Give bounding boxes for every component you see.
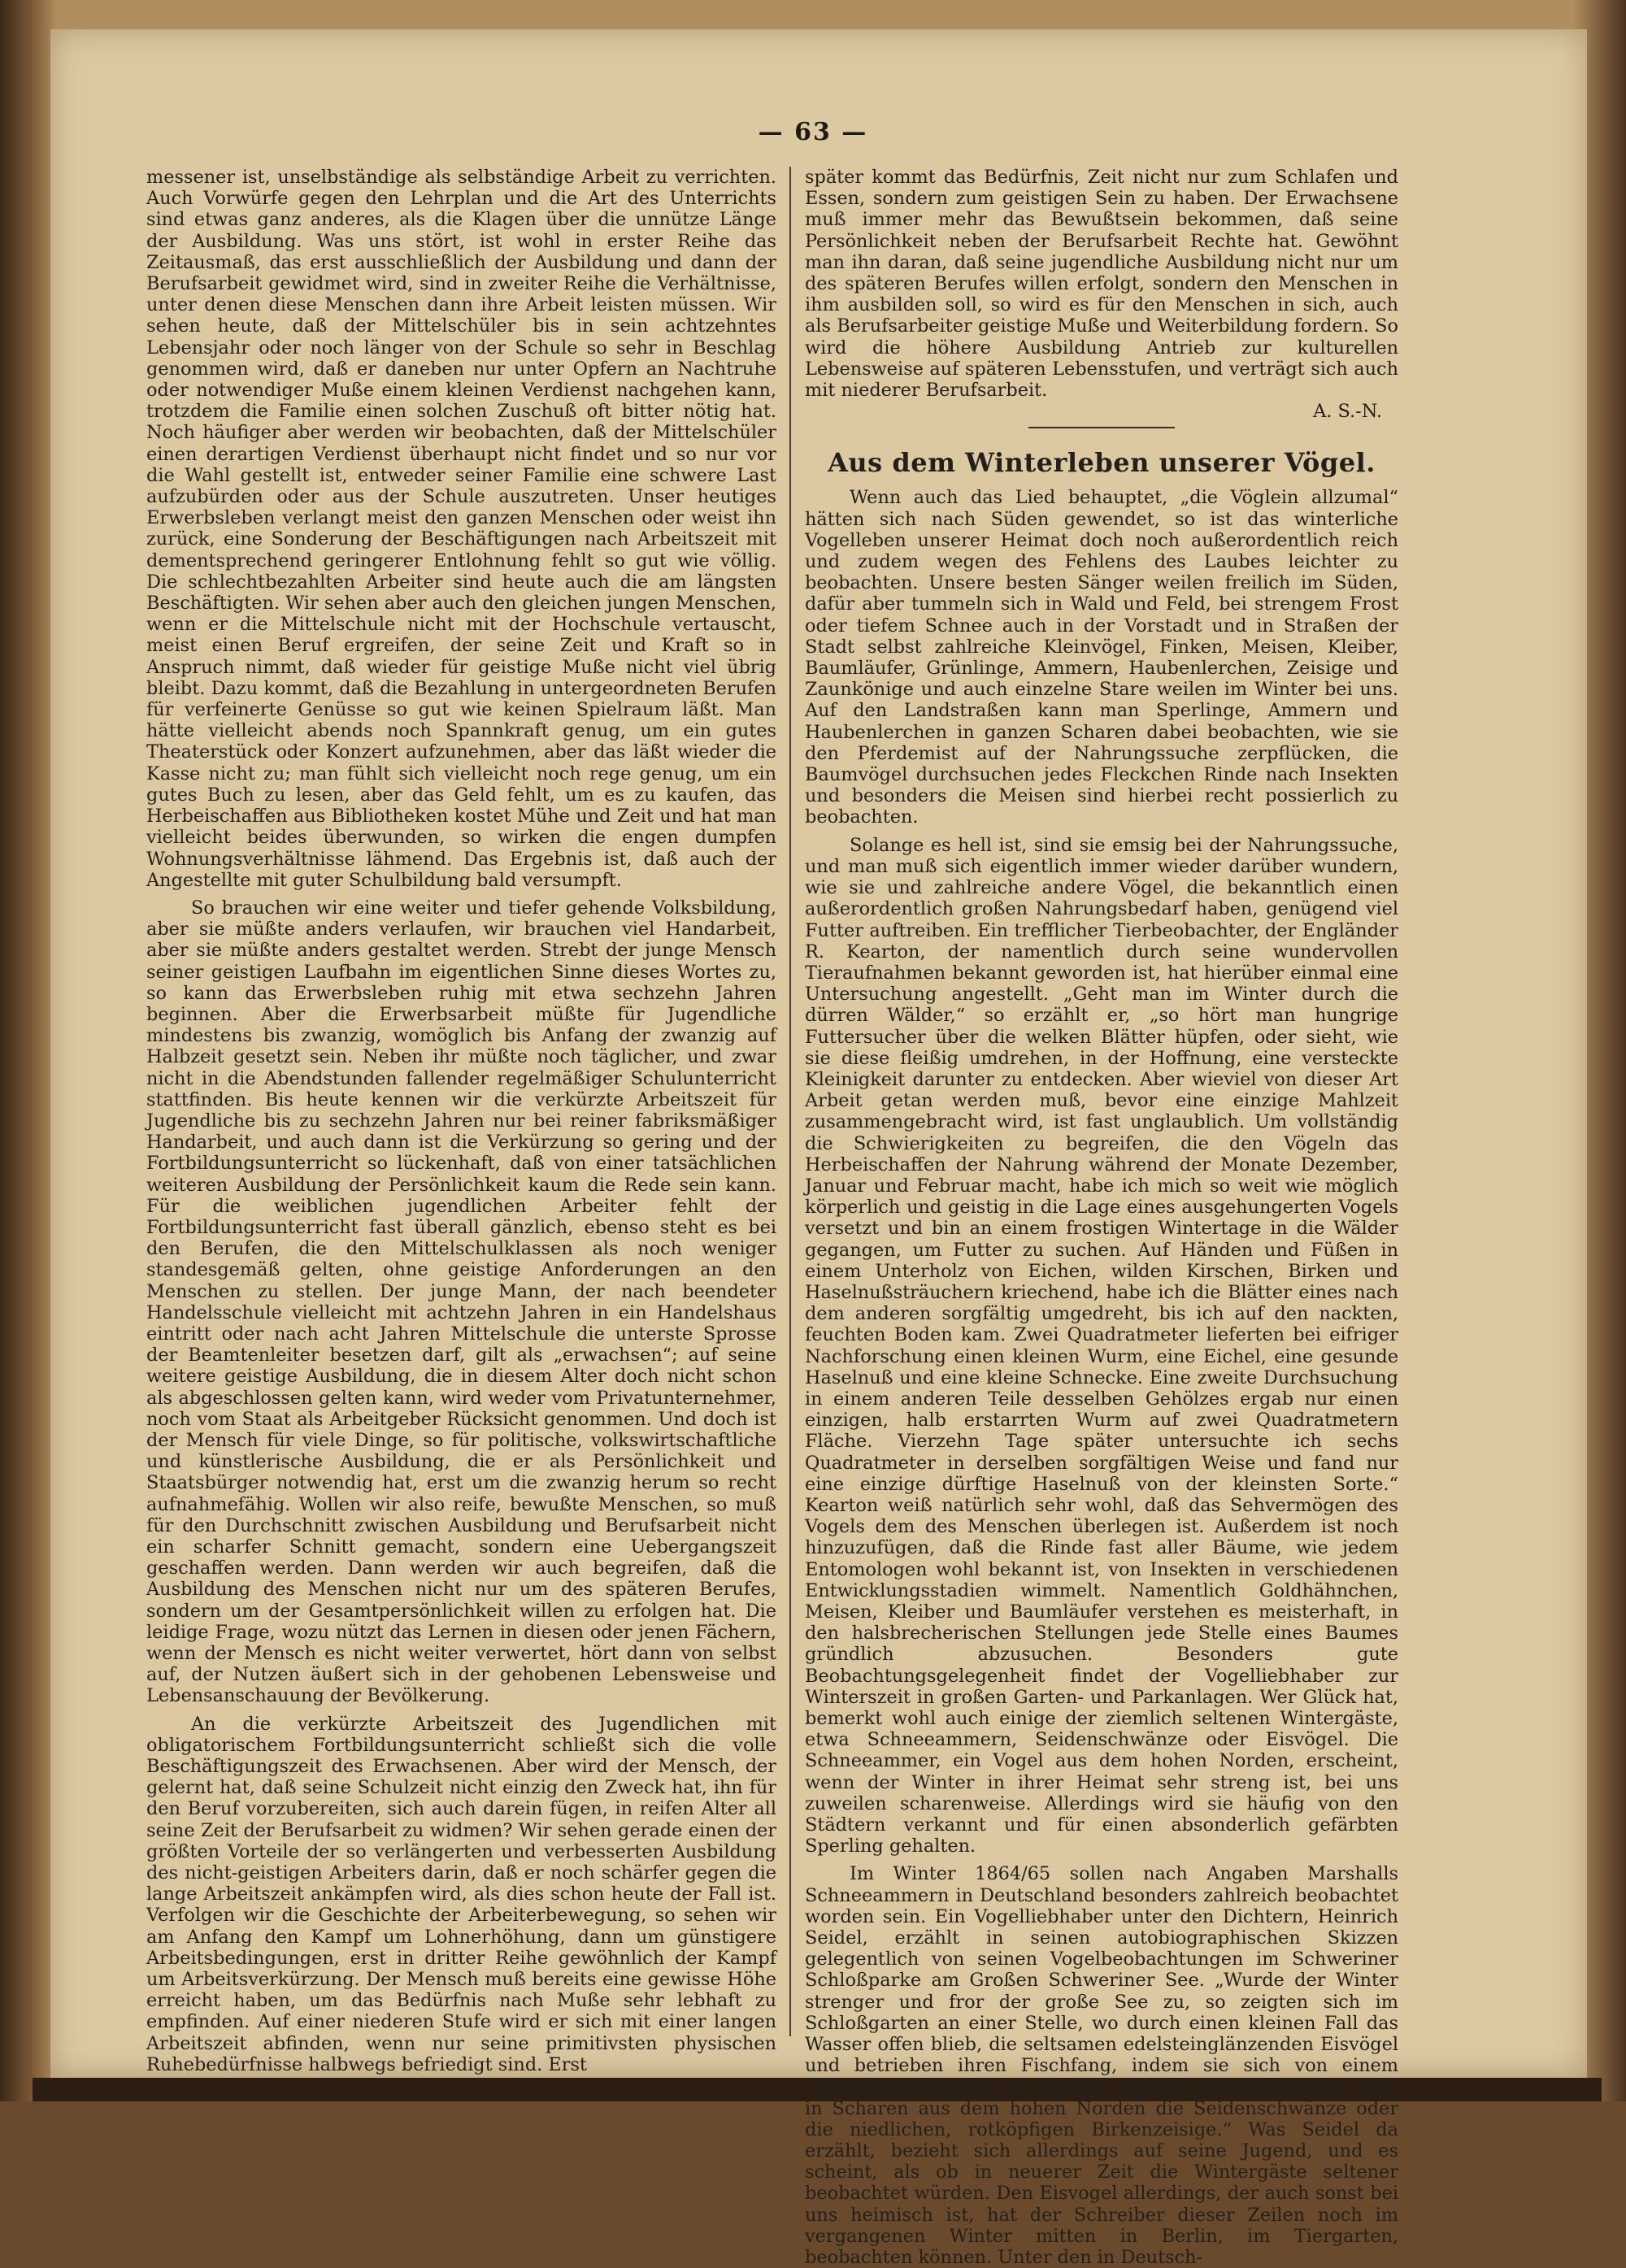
left-paragraph-1: messener ist, unselbständige als selbständige Arbeit zu verrichten. Auch Vorwürfe gegen den Lehrplan und die Art des Unterrichts sind etwas ganz anderes, als die Klagen über die unnütze Länge der Ausbildung. Was uns stört, ist wohl in erster Reihe das Zeitausmaß, das erst ausschließlich der Ausbildung und dann der Berufsarbeit gewidmet wird, sind in zweiter Reihe die Verhältnisse, unter denen diese Menschen dann ihre Arbeit leisten müssen. Wir sehen heute, daß der Mittelschüler bis in sein achtzehntes Lebensjahr oder noch länger von der Schule so sehr in Beschlag genommen wird, daß er daneben nur unter Opfern an Nachtruhe oder notwendiger Muße einem kleinen Verdienst nachgehen kann, trotzdem die Familie einen solchen Zuschuß oft bitter nötig hat. Noch häufiger aber werden wir beobachten, daß der Mittelschüler einen derartigen Verdienst überhaupt nicht findet und so nur vor die Wahl gestellt ist, entweder seiner Familie eine schwere Last aufzubürden oder aus der Schule auszutreten. Unser heutiges Erwerbsleben verlangt meist den ganzen Menschen oder weist ihn zurück, eine Sonderung der Beschäftigungen nach Arbeitszeit mit dementsprechend geringerer Entlohnung fehlt so gut wie völlig. Die schlechtbezahlten Arbeiter sind heute auch die am längsten Beschäftigten. Wir sehen aber auch den gleichen jungen Menschen, wenn er die Mittelschule nicht mit der Hochschule vertauscht, meist einen Beruf ergreifen, der seine Zeit und Kraft so in Anspruch nimmt, daß wieder für geistige Muße nicht viel übrig bleibt. Dazu kommt, daß die Bezahlung in untergeordneten Berufen für verfeinerte Genüsse so gut wie keinen Spielraum läßt. Man hätte vielleicht abends noch Spannkraft genug, um ein gutes Theaterstück oder Konzert aufzunehmen, aber das läßt wieder die Kasse nicht zu; man fühlt sich vielleicht noch rege genug, um ein gutes Buch zu lesen, aber das Geld fehlt, um es zu kaufen, das Herbeischaffen aus Bibliotheken kostet Mühe und Zeit und hat man vielleicht beides überwunden, so wirken die engen dumpfen Wohnungsverhältnisse lähmend. Das Ergebnis ist, daß auch der Angestellte mit guter Schulbildung bald versumpft. xyxy=(146,167,776,891)
right-paragraph-2: Solange es hell ist, sind sie emsig bei der Nahrungssuche, und man muß sich eigentlich immer wieder darüber wundern, wie sie und zahlreiche andere Vögel, die bekanntlich einen außerordentlich großen Nahrungsbedarf haben, genügend viel Futter auftreiben. Ein trefflicher Tierbeobachter, der Engländer R. Kearton, der namentlich durch seine wundervollen Tieraufnahmen bekannt geworden ist, hat hierüber einmal eine Untersuchung angestellt. „Geht man im Winter durch die dürren Wälder,“ so erzählt er, „so hört man hungrige Futtersucher über die welken Blätter hüpfen, oder sieht, wie sie diese fleißig umdrehen, in der Hoffnung, eine versteckte Kleinigkeit darunter zu entdecken. Aber wieviel von dieser Art Arbeit getan werden muß, bevor eine einzige Mahlzeit zusammengebracht wird, ist fast unglaublich. Um vollständig die Schwierigkeiten zu begreifen, die den Vögeln das Herbeischaffen der Nahrung während der Monate Dezember, Januar und Februar macht, habe ich mich so weit wie möglich körperlich und geistig in die Lage eines ausgehungerten Vogels versetzt und bin an einem frostigen Wintertage in die Wälder gegangen, um Futter zu suchen. Auf Händen und Füßen in einem Unterholz von Eichen, wilden Kirschen, Birken und Haselnußsträuchern kriechend, habe ich die Blätter eines nach dem anderen sorgfältig umgedreht, bis ich auf den nackten, feuchten Boden kam. Zwei Quadratmeter lieferten bei eifriger Nachforschung einen kleinen Wurm, eine Eichel, eine gesunde Haselnuß und eine kleine Schnecke. Eine zweite Durchsuchung in einem anderen Teile desselben Gehölzes ergab nur einen einzigen, halb erstarrten Wurm auf zwei Quadratmetern Fläche. Vierzehn Tage später untersuchte ich sechs Quadratmeter in derselben sorgfältigen Weise und fand nur eine einzige dürftige Haselnuß von der kleinsten Sorte.“ Kearton weiß natürlich sehr wohl, daß das Sehvermögen des Vogels dem des Menschen überlegen ist. Außerdem ist noch hinzuzufügen, daß die Rinde fast aller Bäume, wie jedem Entomologen wohl bekannt ist, von Insekten in verschiedenen Entwicklungsstadien wimmelt. Namentlich Goldhähnchen, Meisen, Kleiber und Baumläufer verstehen es meisterhaft, in den halsbrecherischen Stellungen jede Stelle eines Baumes gründlich abzusuchen. Besonders gute Beobachtungsgelegenheit findet der Vogelliebhaber zur Winterszeit in großen Garten- und Parkanlagen. Wer Glück hat, bemerkt wohl auch einige der ziemlich seltenen Wintergäste, etwa Schneeammern, Seidenschwänze oder Eisvögel. Die Schneeammer, ein Vogel aus dem hohen Norden, erscheint, wenn der Winter in ihrer Heimat sehr streng ist, bei uns zuweilen scharenweise. Allerdings wird sie häufig von den Städtern verkannt und für einen absonderlich gefärbten Sperling gehalten. xyxy=(805,834,1398,1857)
right-column xyxy=(805,167,1398,2268)
section-rule xyxy=(1028,427,1175,428)
right-intro-paragraph: später kommt das Bedürfnis, Zeit nicht nur zum Schlafen und Essen, sondern zum geistigen Sein zu haben. Der Erwachsene muß immer mehr das Bewußtsein bekommen, daß seine Persönlichkeit neben der Berufsarbeit Rechte hat. Gewöhnt man ihn daran, daß seine jugendliche Ausbildung nicht nur um des späteren Berufes willen erfolgt, sondern den Menschen in ihm ausbilden soll, so wird es für den Menschen in sich, auch als Berufsarbeiter geistige Muße und Weiterbildung fordern. So wird die höhere Ausbildung Antrieb zur kulturellen Lebensweise auf späteren Lebensstufen, und verträgt sich auch mit niederer Berufsarbeit. xyxy=(805,167,1398,402)
right-paragraph-3: Im Winter 1864/65 sollen nach Angaben Marshalls Schneeammern in Deutschland besonders zahlreich beobachtet worden sein. Ein Vogelliebhaber unter den Dichtern, Heinrich Seidel, erzählt in seinen autobiographischen Skizzen gelegentlich von seinen Vogelbeobachtungen im Schweriner Schloßparke am Großen Schweriner See. „Wurde der Winter strenger und fror der große See zu, so zeigten sich im Schloßgarten an einer Stelle, wo durch einen kleinen Fall das Wasser offen blieb, die seltsamen edelsteinglänzenden Eisvögel und betrieben ihren Fischfang, indem sie sich von einem Zweige aus kopfüber ins Wasser stürzten. Es kamen auch wohl in Scharen aus dem hohen Norden die Seidenschwänze oder die niedlichen, rotköpfigen Birkenzeisige.“ Was Seidel da erzählt, bezieht sich allerdings auf seine Jugend, und es scheint, als ob in neuerer Zeit die Wintergäste seltener beobachtet würden. Den Eisvogel allerdings, der auch sonst bei uns heimisch ist, hat der Schreiber dieser Zeilen noch im vergangenen Winter mitten in Berlin, im Tiergarten, beobachten können. Unter den in Deutsch- xyxy=(805,1863,1398,2268)
left-paragraph-3: An die verkürzte Arbeitszeit des Jugendlichen mit obligatorischem Fortbildungsunterricht schließt sich die volle Beschäftigungszeit des Erwachsenen. Aber wird der Mensch, der gelernt hat, daß seine Schulzeit nicht einzig den Zweck hat, ihn für den Beruf vorzubereiten, sich auch darein fügen, in reifen Alter all seine Zeit der Berufsarbeit zu widmen? Wir sehen gerade einen der größten Vorteile der so verlängerten und verbesserten Ausbildung des nicht-geistigen Arbeiters darin, daß er noch schärfer gegen die lange Arbeitszeit ankämpfen wird, als dies schon heute der Fall ist. Verfolgen wir die Geschichte der Arbeiterbewegung, so sehen wir am Anfang den Kampf um Lohnerhöhung, dann um günstigere Arbeitsbedingungen, erst in dritter Reihe gewöhnlich der Kampf um Arbeitsverkürzung. Der Mensch muß bereits eine gewisse Höhe erreicht haben, um das Bedürfnis nach Muße sehr lebhaft zu empfinden. Auf einer niederen Stufe wird er sich mit einer langen Arbeitszeit abfinden, wenn nur seine primitivsten physischen Ruhebedürfnisse halbwegs befriedigt sind. Erst xyxy=(146,1713,776,2075)
article-headline: Aus dem Winterleben unserer Vögel. xyxy=(828,447,1376,479)
author-signature: A. S.-N. xyxy=(1313,401,1382,423)
column-divider xyxy=(789,167,791,2036)
page-number: — 63 — xyxy=(758,118,868,146)
left-paragraph-2: So brauchen wir eine weiter und tiefer gehende Volksbildung, aber sie müßte anders verlaufen, wir brauchen viel Handarbeit, aber sie müßte anders gestaltet werden. Strebt der junge Mensch seiner geistigen Laufbahn im eigentlichen Sinne dieses Wortes zu, so kann das Erwerbsleben ruhig mit etwa sechzehn Jahren beginnen. Aber die Erwerbsarbeit müßte für Jugendliche mindestens bis zwanzig, womöglich bis Anfang der zwanzig auf Halbzeit gesetzt sein. Neben ihr müßte noch täglicher, und zwar nicht in die Abendstunden fallender regelmäßiger Schulunterricht stattfinden. Bis heute kennen wir die verkürzte Arbeitszeit für Jugendliche bis zu sechzehn Jahren nur bei reiner fabriksmäßiger Handarbeit, und auch dann ist die Verkürzung so gering und der Fortbildungsunterricht so lückenhaft, daß von einer tatsächlichen weiteren Ausbildung der Persönlichkeit kaum die Rede sein kann. Für die weiblichen jugendlichen Arbeiter fehlt der Fortbildungsunterricht fast überall gänzlich, ebenso steht es bei den Berufen, die den Mittelschulklassen als noch weniger standesgemäß gelten, ohne geistige Anforderungen an den Menschen zu stellen. Der junge Mann, der nach beendeter Handelsschule vielleicht mit achtzehn Jahren in ein Handelshaus eintritt oder nach acht Jahren Mittelschule die unterste Sprosse der Beamtenleiter besetzen darf, gilt als „erwachsen“; auf seine weitere geistige Ausbildung, die in diesem Alter doch nicht schon als abgeschlossen gelten kann, wird weder vom Privatunternehmer, noch vom Staat als Arbeitgeber Rücksicht genommen. Und doch ist der Mensch für viele Dinge, so für politische, volkswirtschaftliche und künstlerische Ausbildung, die er als Persönlichkeit und Staatsbürger notwendig hat, erst um die zwanzig herum so recht aufnahmefähig. Wollen wir also reife, bewußte Menschen, so muß für den Durchschnitt zwischen Ausbildung und Berufsarbeit nicht ein scharfer Schnitt gemacht, sondern eine Uebergangszeit geschaffen werden. Dann werden wir auch begreifen, daß die Ausbildung des Menschen nicht nur um des späteren Berufes, sondern um der Gesamtpersönlichkeit willen zu erfolgen hat. Die leidige Frage, wozu nützt das Lernen in diesen oder jenen Fächern, wenn der Mensch es nicht weiter verwertet, hört dann von selbst auf, der Nutzen äußert sich in der gehobenen Lebensweise und Lebensanschauung der Bevölkerung. xyxy=(146,897,776,1707)
right-paragraph-1: Wenn auch das Lied behauptet, „die Vöglein allzumal“ hätten sich nach Süden gewendet, so ist das winterliche Vogelleben unserer Heimat doch noch außerordentlich reich und zudem wegen des Fehlens des Laubes leichter zu beobachten. Unsere besten Sänger weilen freilich im Süden, dafür aber tummeln sich in Wald und Feld, bei strengem Frost oder tiefem Schnee auch in der Vorstadt und in Straßen der Stadt selbst zahlreiche Kleinvögel, Finken, Meisen, Kleiber, Baumläufer, Grünlinge, Ammern, Haubenlerchen, Zeisige und Zaunkönige und auch einzelne Stare weilen im Winter bei uns. Auf den Landstraßen kann man Sperlinge, Ammern und Haubenlerchen in ganzen Scharen dabei beobachten, wie sie den Pferdemist auf der Nahrungssuche zerpflücken, die Baumvögel durchsuchen jedes Fleckchen Rinde nach Insekten und besonders die Meisen sind hierbei recht possierlich zu beobachten. xyxy=(805,487,1398,828)
left-column xyxy=(146,167,776,2075)
